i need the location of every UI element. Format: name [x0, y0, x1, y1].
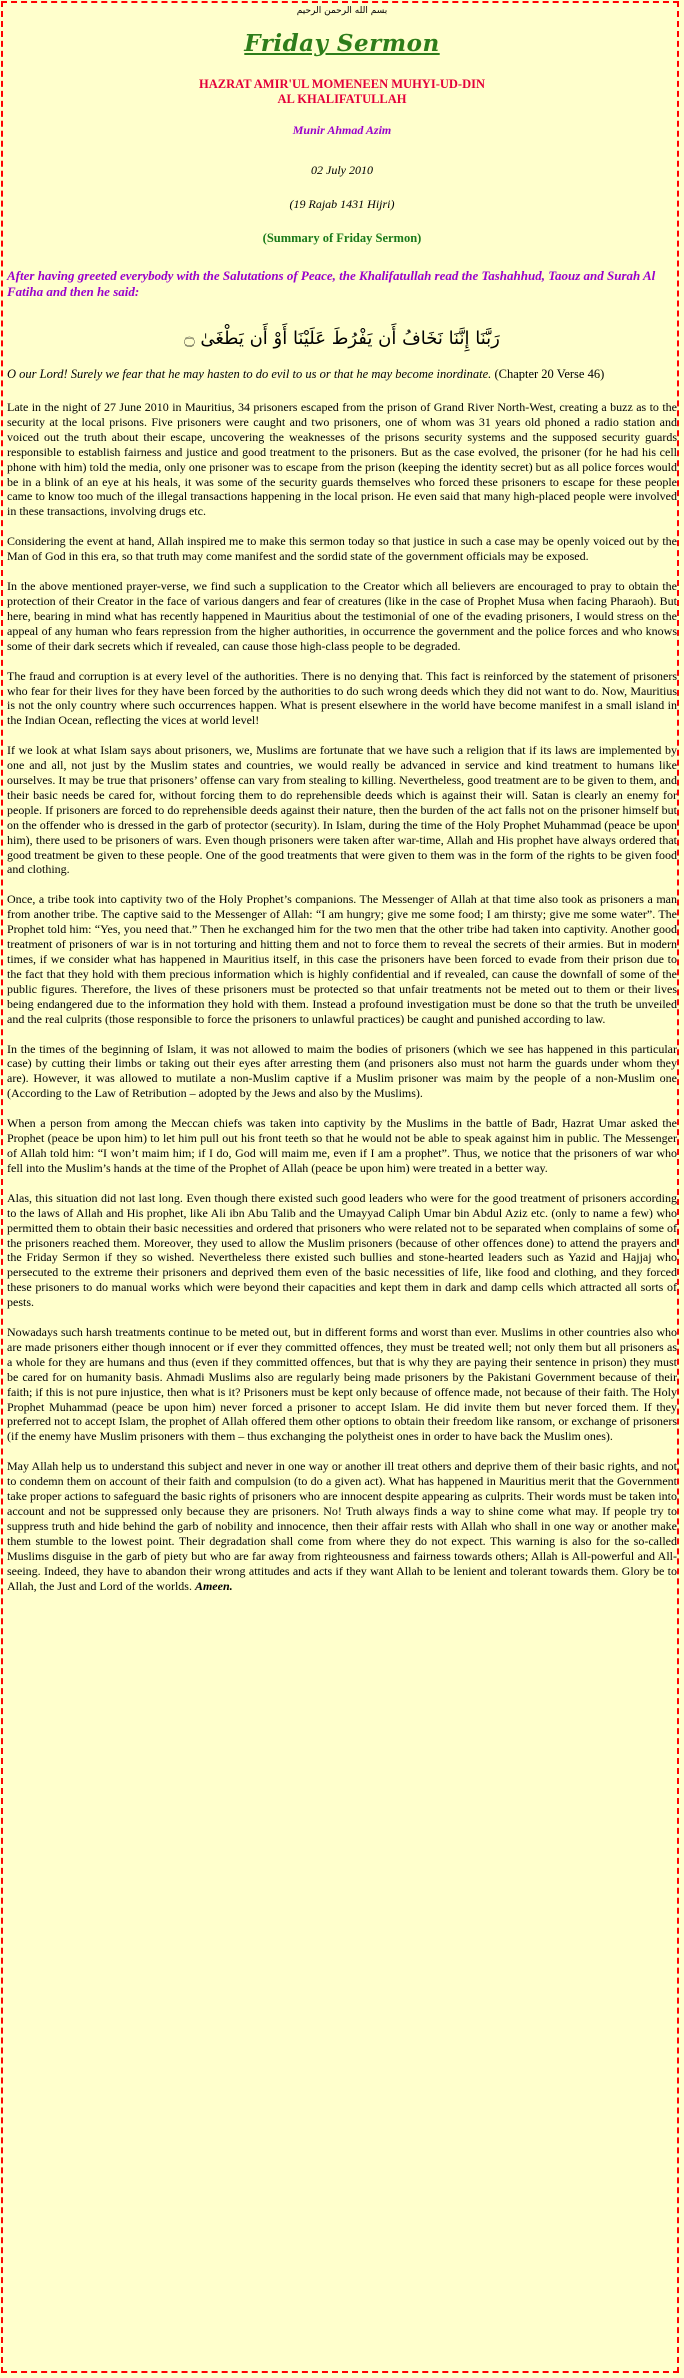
- intro-text: After having greeted everybody with the Salutations of Peace, the Khalifatullah read the Tashahhud, Taouz and Surah Al Fatiha and then he said:: [7, 268, 656, 299]
- paragraph: Considering the event at hand, Allah inspired me to make this sermon today so that justice in such a case may be openly voiced out by the Man of God in this era, so that truth may come manifest and the sordid state of the government officials may be exposed.: [7, 534, 677, 564]
- paragraph: Once, a tribe took into captivity two of the Holy Prophet’s companions. The Messenger of Allah at that time also took as prisoners a man from another tribe. The captive said to the Messenger of Allah: “I am hungry; give me some food; I am thirsty; give me some water”. The Prophet told him: “Yes, you need that.” Then he exchanged him for the two men that the other tribe had taken into captivity. Another good treatment of prisoners of war is in not torturing and hitting them and not to force them to reveal the secrets of their armies. But in modern times, if we consider what has happened in Mauritius itself, in this case the prisoners have been forced to evade from their prison due to the fact that they hold with them precious information which is highly confidential and if revealed, can cause the downfall of some of the public figures. Therefore, the lives of these prisoners must be protected so that unfair treatments not be meted out to them or their lives being endangered due to the information they hold with them. Instead a profound investigation must be done so that the truth be unveiled and the real culprits (those responsible to force the prisoners to unlawful practices) be caught and punished according to law.: [7, 892, 677, 1026]
- hazrat-title: [7, 77, 677, 107]
- verse-translation-block: [7, 367, 677, 382]
- paragraph: If we look at what Islam says about prisoners, we, Muslims are fortunate that we have such a religion that if its laws are implemented by one and all, not just by the Muslim states and countries, we would really be advanced in service and kind treatment to humans like ourselves. It may be true that prisoners’ offense can vary from stealing to killing. Nevertheless, good treatment are to be given to them, and their basic needs be cared for, without forcing them to do reprehensible deeds which is against their will. Satan is clearly an enemy for people. If prisoners are forced to do reprehensible deeds against their nature, then the burden of the act falls not on the prisoner himself but on the offender who is dressed in the garb of protector (security). In Islam, during the time of the Holy Prophet Muhammad (peace be upon him), there used to be prisoners of wars. Even though prisoners were taken after war-time, Allah and His prophet have always ordered that good treatment be given to these people. One of the good treatments that were given to them was in the form of the rights to be given food and clothing.: [7, 743, 677, 877]
- paragraph: When a person from among the Meccan chiefs was taken into captivity by the Muslims in the battle of Badr, Hazrat Umar asked the Prophet (peace be upon him) to let him pull out his front teeth so that he would not be able to speak against him in public. The Messenger of Allah told him: “I won’t maim him; if I do, God will maim me, even if I am a prophet”. Thus, we notice that the prisoners of war who fell into the Muslim’s hands at the time of the Prophet of Allah (peace be upon him) were treated in a better way.: [7, 1116, 677, 1175]
- hazrat-title-line1: HAZRAT AMIR'UL MOMENEEN MUHYI-UD-DIN: [199, 77, 485, 91]
- sermon-date: 02 July 2010: [311, 163, 373, 177]
- paragraph: Late in the night of 27 June 2010 in Mauritius, 34 prisoners escaped from the prison of Grand River North-West, creating a buzz as to the security at the local prisons. Five prisoners were caught and two prisoners, one of whom was 31 years old phoned a radio station and voiced out the truth about their escape, uncovering the weaknesses of the prisons security systems and the supposed security guards responsible to establish fairness and justice and good treatment to the prisoners. But as the case evolved, the prisoner (for he had his cell phone with him) told the media, only one prisoner was to escape from the prison (keeping the identity secret) but as all police forces would be in a blink of an eye at his heals, it was some of the security guards themselves who forced these prisoners to escape for these people came to know too much of the illegal transactions happening in the local prison. He even said that many high-placed people were involved in these transactions, involving drugs etc.: [7, 400, 677, 519]
- sermon-content: [7, 6, 677, 1593]
- arabic-verse: رَبَّنَا إِنَّنَا نَخَافُ أَن يَفْرُطَ عَلَيْنَا أَوْ أَن يَطْغَىٰ ۝: [184, 328, 500, 349]
- closing-paragraph: [7, 1459, 677, 1593]
- friday-sermon-logo: Friday Sermon: [244, 30, 440, 57]
- sermon-body: [7, 400, 677, 1593]
- paragraph: In the above mentioned prayer-verse, we find such a supplication to the Creator which all believers are encouraged to pray to obtain the protection of their Creator in the face of various dangers and fear of creatures (like in the case of Prophet Musa when facing Pharaoh). But here, bearing in mind what has recently happened in Mauritius about the testimonial of one of the evading prisoners, I would stress on the appeal of any human who fears repression from the higher authorities, in occurrence the government and the police forces and who knows some of their dark secrets which if revealed, can cause those high-class people to be degraded.: [7, 579, 677, 653]
- paragraph: Nowadays such harsh treatments continue to be meted out, but in different forms and worst than ever. Muslims in other countries also who are made prisoners either though innocent or if ever they committed offences, they must be treated well; not only them but all prisoners as a whole for they are humans and thus (even if they committed offences, but that is why they are paying their sentence in prison) they must be cared for on humanity basis. Ahmadi Muslims also are regularly being made prisoners by the Pakistani Government because of their faith; if this is not pure injustice, then what is it? Prisoners must be kept only because of offence made, not because of their faith. The Holy Prophet Muhammad (peace be upon him) never forced a prisoner to accept Islam. He did invite them but never forced them. If they preferred not to accept Islam, the prophet of Allah offered them other options to obtain their freedom like ransom, or exchange of prisoners (if the enemy have Muslim prisoners with them – thus exchanging the polytheist ones in order to have back the Muslim ones).: [7, 1325, 677, 1444]
- hijri-date: (19 Rajab 1431 Hijri): [289, 197, 395, 211]
- verse-reference: (Chapter 20 Verse 46): [494, 367, 605, 381]
- hazrat-title-line2: AL KHALIFATULLAH: [277, 92, 407, 106]
- ameen: Ameen.: [194, 1578, 233, 1593]
- bismillah: بسم الله الرحمن الرحيم: [296, 6, 388, 16]
- verse-translation: O our Lord! Surely we fear that he may hasten to do evil to us or that he may become inordinate.: [7, 367, 492, 381]
- paragraph-text: May Allah help us to understand this subject and never in one way or another ill treat others and deprive them of their basic rights, and not to condemn them on account of their faith and compulsion (to do a given act). What has happened in Mauritius merit that the Government take proper actions to safeguard the basic rights of prisoners who are innocent despite appearing as culprits. Their words must be taken into account and not be suppressed only because they are prisoners. No! Truth always finds a way to shine come what may. If people try to suppress truth and hide behind the garb of nobility and innocence, then their affair rests with Allah who shall in one way or another make them stumble to the lowest point. Their degradation shall come from where they do not expect. This warning is also for the so-called Muslims disguise in the garb of piety but who are far away from righteousness and fairness towards others; Allah is All-powerful and All-seeing. Indeed, they have to abandon their wrong attitudes and acts if they want Allah to be lenient and tolerant towards them. Glory be to Allah, the Just and Lord of the worlds.: [7, 1459, 677, 1593]
- paragraph: Alas, this situation did not last long. Even though there existed such good leaders who were for the good treatment of prisoners according to the laws of Allah and His prophet, like Ali ibn Abu Talib and the Umayyad Caliph Umar bin Abdul Aziz etc. (only to name a few) who permitted them to obtain their basic necessities and ordered that prisoners who were related not to be separated when complains of some of the prisoners reached them. Moreover, they used to allow the Muslim prisoners (because of other offences done) to attend the prayers and the Friday Sermon if they so wished. Nevertheless there existed such bullies and stone-hearted leaders such as Yazid and Hajjaj who persecuted to the extreme their prisoners and deprived them even of the basic necessities of life, like food and clothing, and they forced these prisoners to do manual works which were beyond their capacities and kept them in dark and damp cells which attracted all sorts of pests.: [7, 1190, 677, 1310]
- author-name: Munir Ahmad Azim: [292, 123, 392, 137]
- paragraph: The fraud and corruption is at every level of the authorities. There is no denying that. This fact is reinforced by the statement of prisoners who fear for their lives for they have been forced by the authorities to do such wrong deeds which they did not want to do. Now, Mauritius is not the only country where such occurrences happen. What is present elsewhere in the world have become manifest in a small island in the Indian Ocean, reflecting the vices at world level!: [7, 668, 677, 728]
- paragraph: In the times of the beginning of Islam, it was not allowed to maim the bodies of prisoners (which we see has happened in this particular case) by cutting their limbs or taking out their eyes after arresting them (and prisoners also must not harm the guards under whom they are). However, it was allowed to mutilate a non-Muslim captive if a Muslim prisoner was maim by the people of a non-Muslim one (According to the Law of Retribution – adopted by the Jews and also by the Muslims).: [7, 1041, 677, 1101]
- summary-label: (Summary of Friday Sermon): [262, 231, 422, 245]
